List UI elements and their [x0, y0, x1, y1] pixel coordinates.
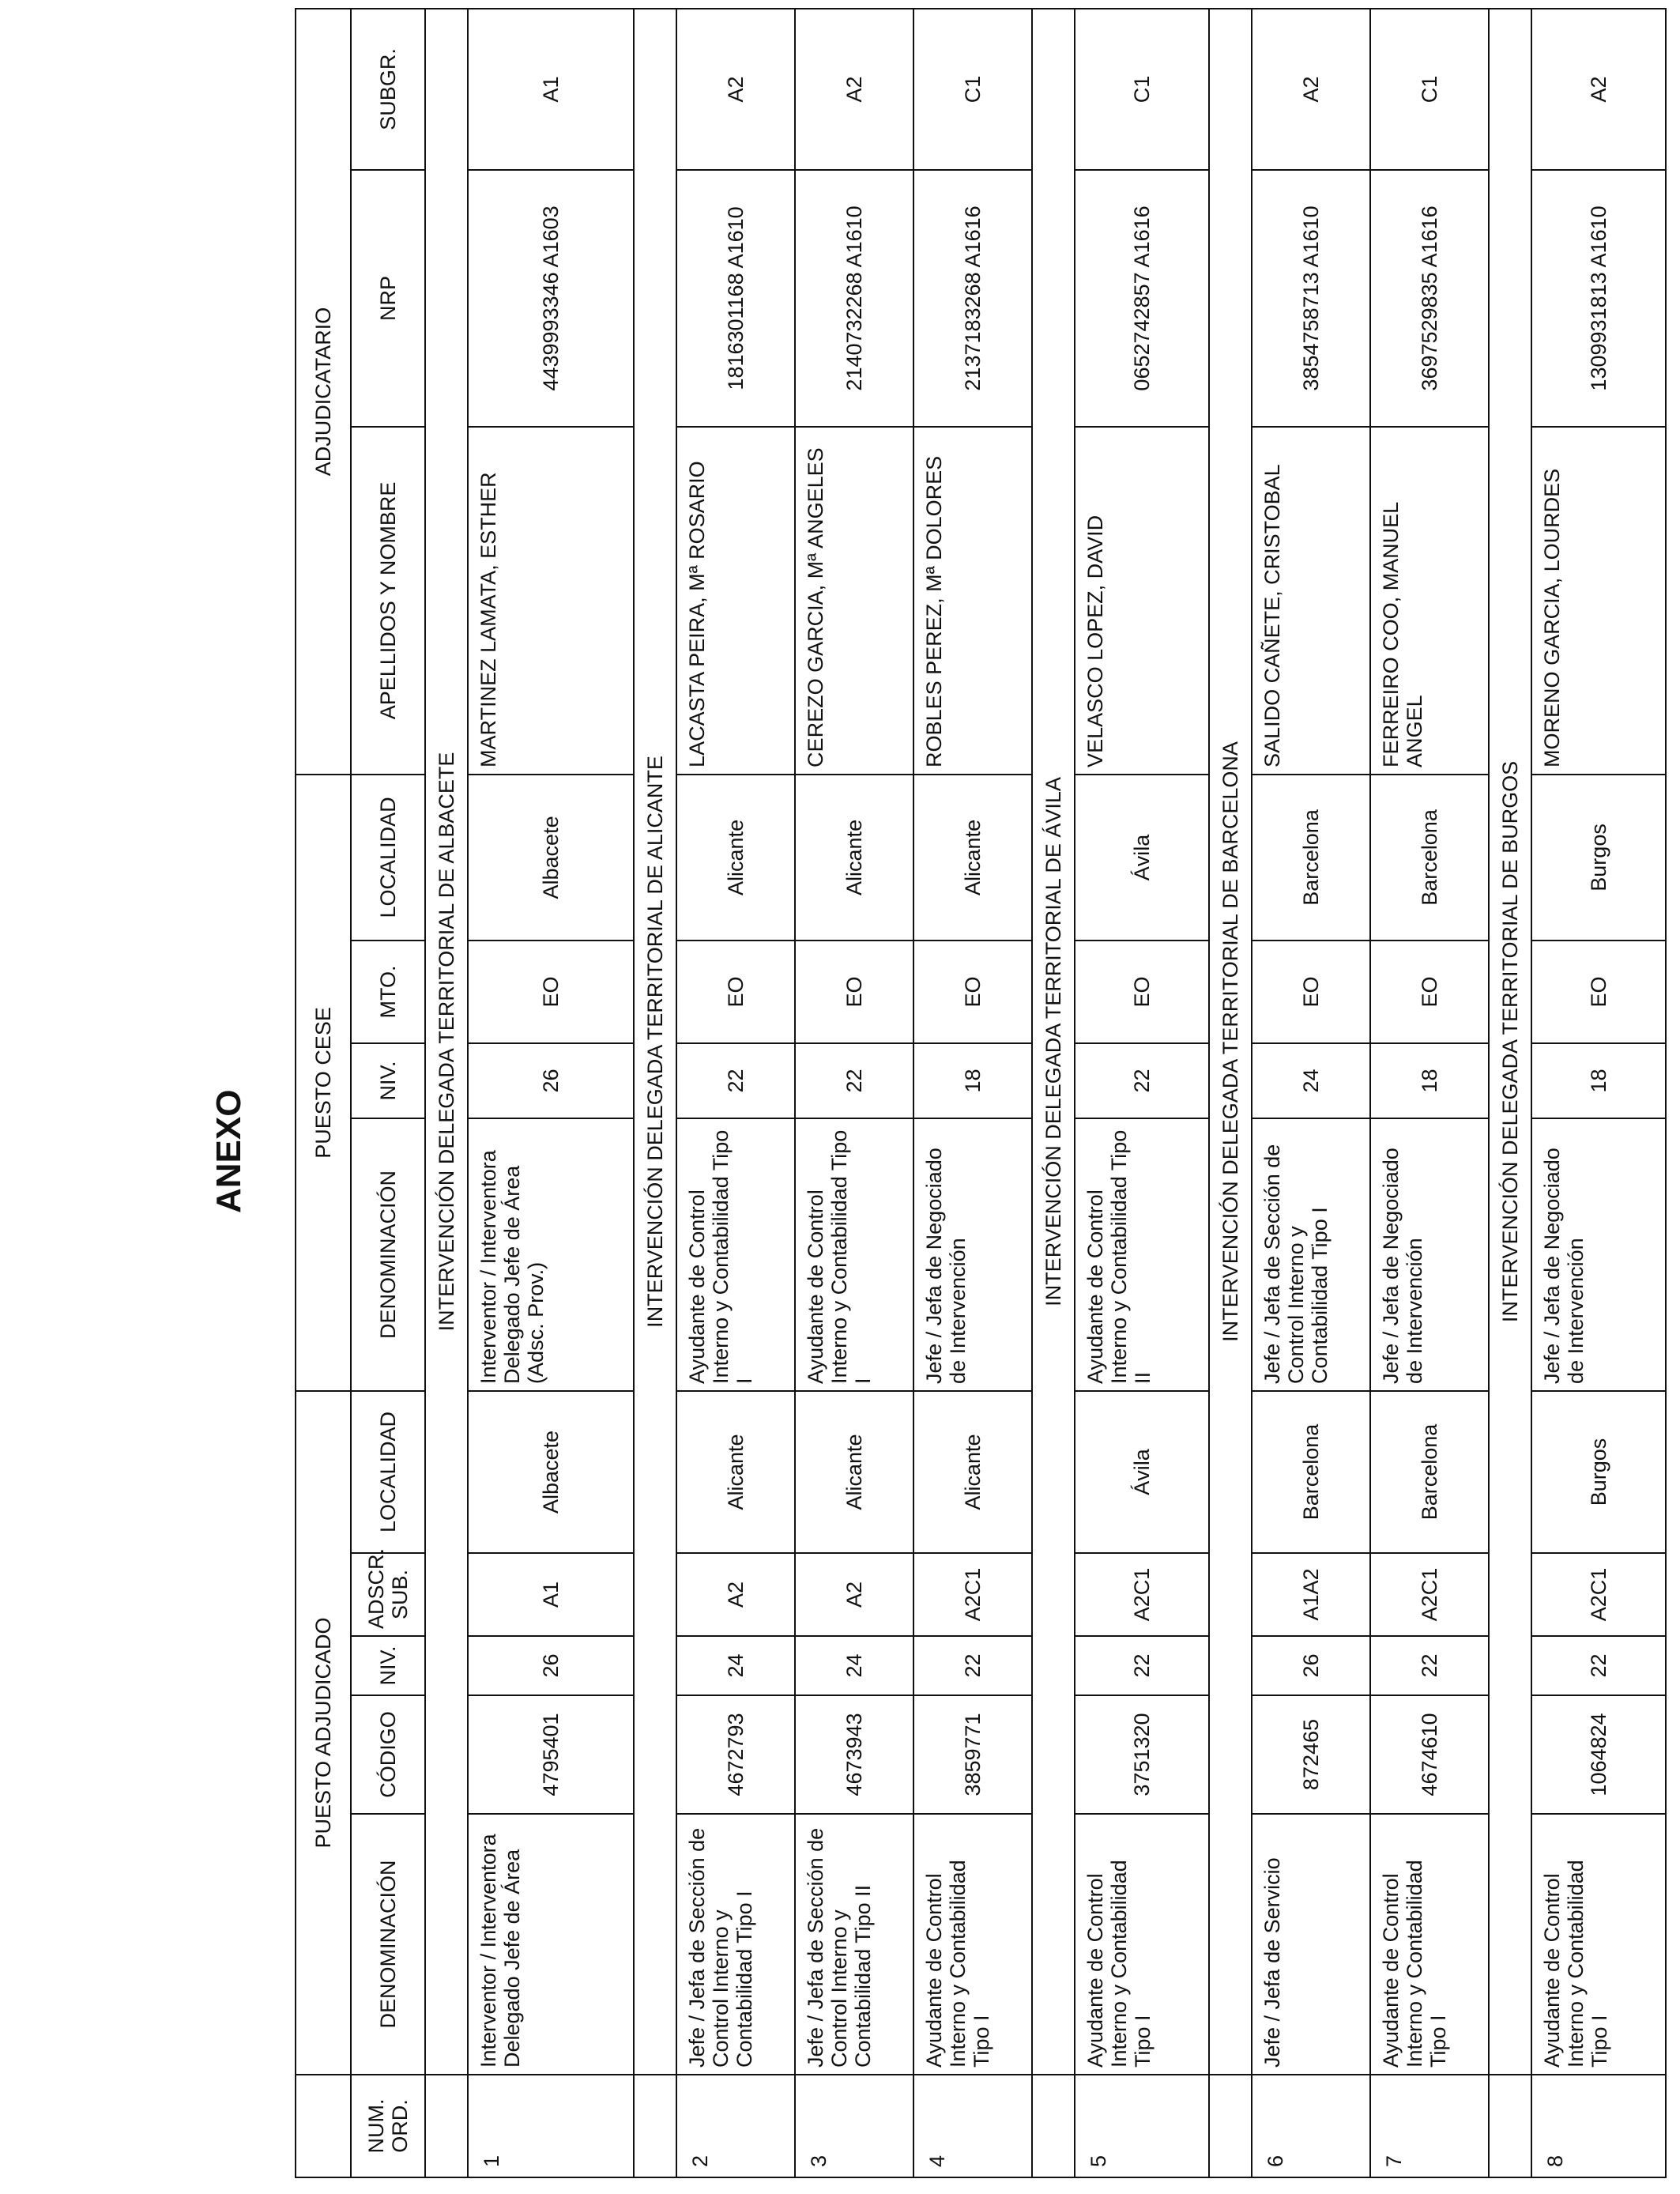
row-nrp: 4439993346 A1603	[468, 170, 634, 427]
row-cese-niv: 26	[468, 1043, 634, 1118]
row-cese-denominacion: Ayudante de Control Interno y Contabilidad Tipo II	[1075, 1118, 1209, 1391]
row-num-ord: 6	[1252, 2075, 1370, 2177]
group-puesto-adjudicado: PUESTO ADJUDICADO	[296, 1391, 351, 2075]
row-adscr-sub: A2	[795, 1553, 913, 1636]
row-cese-mto: EO	[913, 941, 1032, 1043]
section-header-row	[425, 9, 468, 2177]
row-num-ord: 7	[1370, 2075, 1489, 2177]
row-codigo: 4673943	[795, 1695, 913, 1814]
col-codigo: CÓDIGO	[351, 1695, 425, 1814]
row-nrp: 3697529835 A1616	[1370, 170, 1489, 427]
row-cese-niv: 24	[1252, 1043, 1370, 1118]
row-niv: 26	[468, 1636, 634, 1695]
col-nrp: NRP	[351, 170, 425, 427]
annex-table-body	[425, 9, 1666, 2177]
row-subgr: A2	[1252, 9, 1370, 170]
row-cese-niv: 22	[795, 1043, 913, 1118]
col-num-ord: NUM. ORD.	[351, 2075, 425, 2177]
row-subgr: A1	[468, 9, 634, 170]
row-apellidos-nombre: LACASTA PEIRA, Mª ROSARIO	[676, 427, 795, 775]
table-row	[1370, 9, 1489, 2177]
col-cese-localidad: LOCALIDAD	[351, 775, 425, 941]
row-nrp: 0652742857 A1616	[1075, 170, 1209, 427]
row-apellidos-nombre: SALIDO CAÑETE, CRISTOBAL	[1252, 427, 1370, 775]
row-adscr-sub: A2C1	[1370, 1553, 1489, 1636]
row-subgr: A2	[676, 9, 795, 170]
row-cese-localidad: Ávila	[1075, 775, 1209, 941]
row-subgr: A2	[1531, 9, 1666, 170]
group-header-row	[296, 9, 351, 2177]
row-nrp: 1816301168 A1610	[676, 170, 795, 427]
row-subgr: C1	[913, 9, 1032, 170]
row-cese-mto: EO	[1370, 941, 1489, 1043]
row-niv: 22	[1531, 1636, 1666, 1695]
row-adscr-sub: A2C1	[1075, 1553, 1209, 1636]
row-apellidos-nombre: ROBLES PEREZ, Mª DOLORES	[913, 427, 1032, 775]
row-subgr: A2	[795, 9, 913, 170]
row-cese-denominacion: Ayudante de Control Interno y Contabilidad Tipo I	[795, 1118, 913, 1391]
col-cese-mto: MTO.	[351, 941, 425, 1043]
row-codigo: 4795401	[468, 1695, 634, 1814]
row-cese-mto: EO	[676, 941, 795, 1043]
row-apellidos-nombre: VELASCO LOPEZ, DAVID	[1075, 427, 1209, 775]
row-nrp: 3854758713 A1610	[1252, 170, 1370, 427]
row-cese-denominacion: Jefe / Jefa de Negociado de Intervención	[913, 1118, 1032, 1391]
row-apellidos-nombre: FERREIRO COO, MANUEL ANGEL	[1370, 427, 1489, 775]
group-puesto-cese: PUESTO CESE	[296, 775, 351, 1391]
row-codigo: 1064824	[1531, 1695, 1666, 1814]
row-apellidos-nombre: MORENO GARCIA, LOURDES	[1531, 427, 1666, 775]
row-codigo: 3751320	[1075, 1695, 1209, 1814]
row-denominacion: Ayudante de Control Interno y Contabilidad Tipo I	[1075, 1814, 1209, 2075]
group-adjudicatario: ADJUDICATARIO	[296, 9, 351, 775]
row-cese-niv: 18	[1370, 1043, 1489, 1118]
row-cese-denominacion: Interventor / Interventora Delegado Jefe de Área (Adsc. Prov.)	[468, 1118, 634, 1391]
row-num-ord: 2	[676, 2075, 795, 2177]
row-localidad: Barcelona	[1370, 1391, 1489, 1553]
col-niv: NIV.	[351, 1636, 425, 1695]
row-cese-niv: 18	[913, 1043, 1032, 1118]
row-subgr: C1	[1370, 9, 1489, 170]
row-cese-mto: EO	[1531, 941, 1666, 1043]
row-apellidos-nombre: MARTINEZ LAMATA, ESTHER	[468, 427, 634, 775]
row-localidad: Alicante	[913, 1391, 1032, 1553]
row-niv: 22	[913, 1636, 1032, 1695]
row-num-ord: 3	[795, 2075, 913, 2177]
row-codigo: 4674610	[1370, 1695, 1489, 1814]
table-row	[1252, 9, 1370, 2177]
page-title: ANEXO	[209, 1089, 248, 1213]
row-denominacion: Interventor / Interventora Delegado Jefe de Área	[468, 1814, 634, 2075]
row-num-ord: 4	[913, 2075, 1032, 2177]
section-title: INTERVENCIÓN DELEGADA TERRITORIAL DE BARCELONA	[1209, 9, 1252, 2075]
section-header-row	[1032, 9, 1075, 2177]
col-localidad: LOCALIDAD	[351, 1391, 425, 1553]
table-row	[468, 9, 634, 2177]
section-title: INTERVENCIÓN DELEGADA TERRITORIAL DE ALBACETE	[425, 9, 468, 2075]
row-localidad: Barcelona	[1252, 1391, 1370, 1553]
row-cese-denominacion: Jefe / Jefa de Sección de Control Interno y Contabilidad Tipo I	[1252, 1118, 1370, 1391]
row-cese-mto: EO	[1252, 941, 1370, 1043]
section-empty-cell	[425, 2075, 468, 2177]
row-num-ord: 5	[1075, 2075, 1209, 2177]
rotated-annex-table-container	[295, 9, 1612, 2178]
row-codigo: 872465	[1252, 1695, 1370, 1814]
section-header-row	[1209, 9, 1252, 2177]
row-codigo: 4672793	[676, 1695, 795, 1814]
row-nrp: 1309931813 A1610	[1531, 170, 1666, 427]
row-niv: 22	[1075, 1636, 1209, 1695]
section-title: INTERVENCIÓN DELEGADA TERRITORIAL DE ALICANTE	[634, 9, 676, 2075]
row-adscr-sub: A2	[676, 1553, 795, 1636]
row-nrp: 2140732268 A1610	[795, 170, 913, 427]
row-nrp: 2137183268 A1616	[913, 170, 1032, 427]
row-cese-mto: EO	[468, 941, 634, 1043]
row-niv: 24	[795, 1636, 913, 1695]
row-adscr-sub: A2C1	[1531, 1553, 1666, 1636]
col-subgr: SUBGR.	[351, 9, 425, 170]
row-localidad: Ávila	[1075, 1391, 1209, 1553]
row-cese-denominacion: Jefe / Jefa de Negociado de Intervención	[1531, 1118, 1666, 1391]
column-header-row	[351, 9, 425, 2177]
row-cese-denominacion: Jefe / Jefa de Negociado de Intervención	[1370, 1118, 1489, 1391]
row-denominacion: Jefe / Jefa de Sección de Control Interno y Contabilidad Tipo I	[676, 1814, 795, 2075]
section-header-row	[634, 9, 676, 2177]
section-empty-cell	[1209, 2075, 1252, 2177]
row-cese-niv: 18	[1531, 1043, 1666, 1118]
col-denominacion: DENOMINACIÓN	[351, 1814, 425, 2075]
row-cese-localidad: Alicante	[795, 775, 913, 941]
row-num-ord: 1	[468, 2075, 634, 2177]
row-adscr-sub: A1A2	[1252, 1553, 1370, 1636]
table-row	[1531, 9, 1666, 2177]
row-cese-localidad: Alicante	[676, 775, 795, 941]
row-localidad: Burgos	[1531, 1391, 1666, 1553]
row-cese-localidad: Burgos	[1531, 775, 1666, 941]
table-row	[913, 9, 1032, 2177]
section-empty-cell	[1032, 2075, 1075, 2177]
row-cese-denominacion: Ayudante de Control Interno y Contabilidad Tipo I	[676, 1118, 795, 1391]
row-cese-mto: EO	[1075, 941, 1209, 1043]
row-niv: 22	[1370, 1636, 1489, 1695]
table-row	[676, 9, 795, 2177]
row-num-ord: 8	[1531, 2075, 1666, 2177]
row-adscr-sub: A2C1	[913, 1553, 1032, 1636]
row-denominacion: Jefe / Jefa de Servicio	[1252, 1814, 1370, 2075]
section-empty-cell	[634, 2075, 676, 2177]
row-cese-mto: EO	[795, 941, 913, 1043]
section-title: INTERVENCIÓN DELEGADA TERRITORIAL DE ÁVILA	[1032, 9, 1075, 2075]
table-row	[795, 9, 913, 2177]
section-title: INTERVENCIÓN DELEGADA TERRITORIAL DE BURGOS	[1489, 9, 1531, 2075]
row-apellidos-nombre: CEREZO GARCIA, Mª ANGELES	[795, 427, 913, 775]
row-localidad: Albacete	[468, 1391, 634, 1553]
row-denominacion: Ayudante de Control Interno y Contabilidad Tipo I	[913, 1814, 1032, 2075]
row-denominacion: Ayudante de Control Interno y Contabilidad Tipo I	[1531, 1814, 1666, 2075]
col-cese-denominacion: DENOMINACIÓN	[351, 1118, 425, 1391]
header-empty-cell	[296, 2075, 351, 2177]
row-denominacion: Jefe / Jefa de Sección de Control Interno y Contabilidad Tipo II	[795, 1814, 913, 2075]
col-apellidos-nombre: APELLIDOS Y NOMBRE	[351, 427, 425, 775]
row-niv: 26	[1252, 1636, 1370, 1695]
row-cese-localidad: Barcelona	[1252, 775, 1370, 941]
row-subgr: C1	[1075, 9, 1209, 170]
col-cese-niv: NIV.	[351, 1043, 425, 1118]
row-cese-niv: 22	[676, 1043, 795, 1118]
row-cese-localidad: Albacete	[468, 775, 634, 941]
annex-table	[295, 8, 1667, 2178]
row-adscr-sub: A1	[468, 1553, 634, 1636]
row-localidad: Alicante	[795, 1391, 913, 1553]
row-localidad: Alicante	[676, 1391, 795, 1553]
row-niv: 24	[676, 1636, 795, 1695]
row-codigo: 3859771	[913, 1695, 1032, 1814]
row-denominacion: Ayudante de Control Interno y Contabilidad Tipo I	[1370, 1814, 1489, 2075]
section-header-row	[1489, 9, 1531, 2177]
table-row	[1075, 9, 1209, 2177]
row-cese-niv: 22	[1075, 1043, 1209, 1118]
col-adscr-sub: ADSCR. SUB.	[351, 1553, 425, 1636]
row-cese-localidad: Alicante	[913, 775, 1032, 941]
row-cese-localidad: Barcelona	[1370, 775, 1489, 941]
section-empty-cell	[1489, 2075, 1531, 2177]
